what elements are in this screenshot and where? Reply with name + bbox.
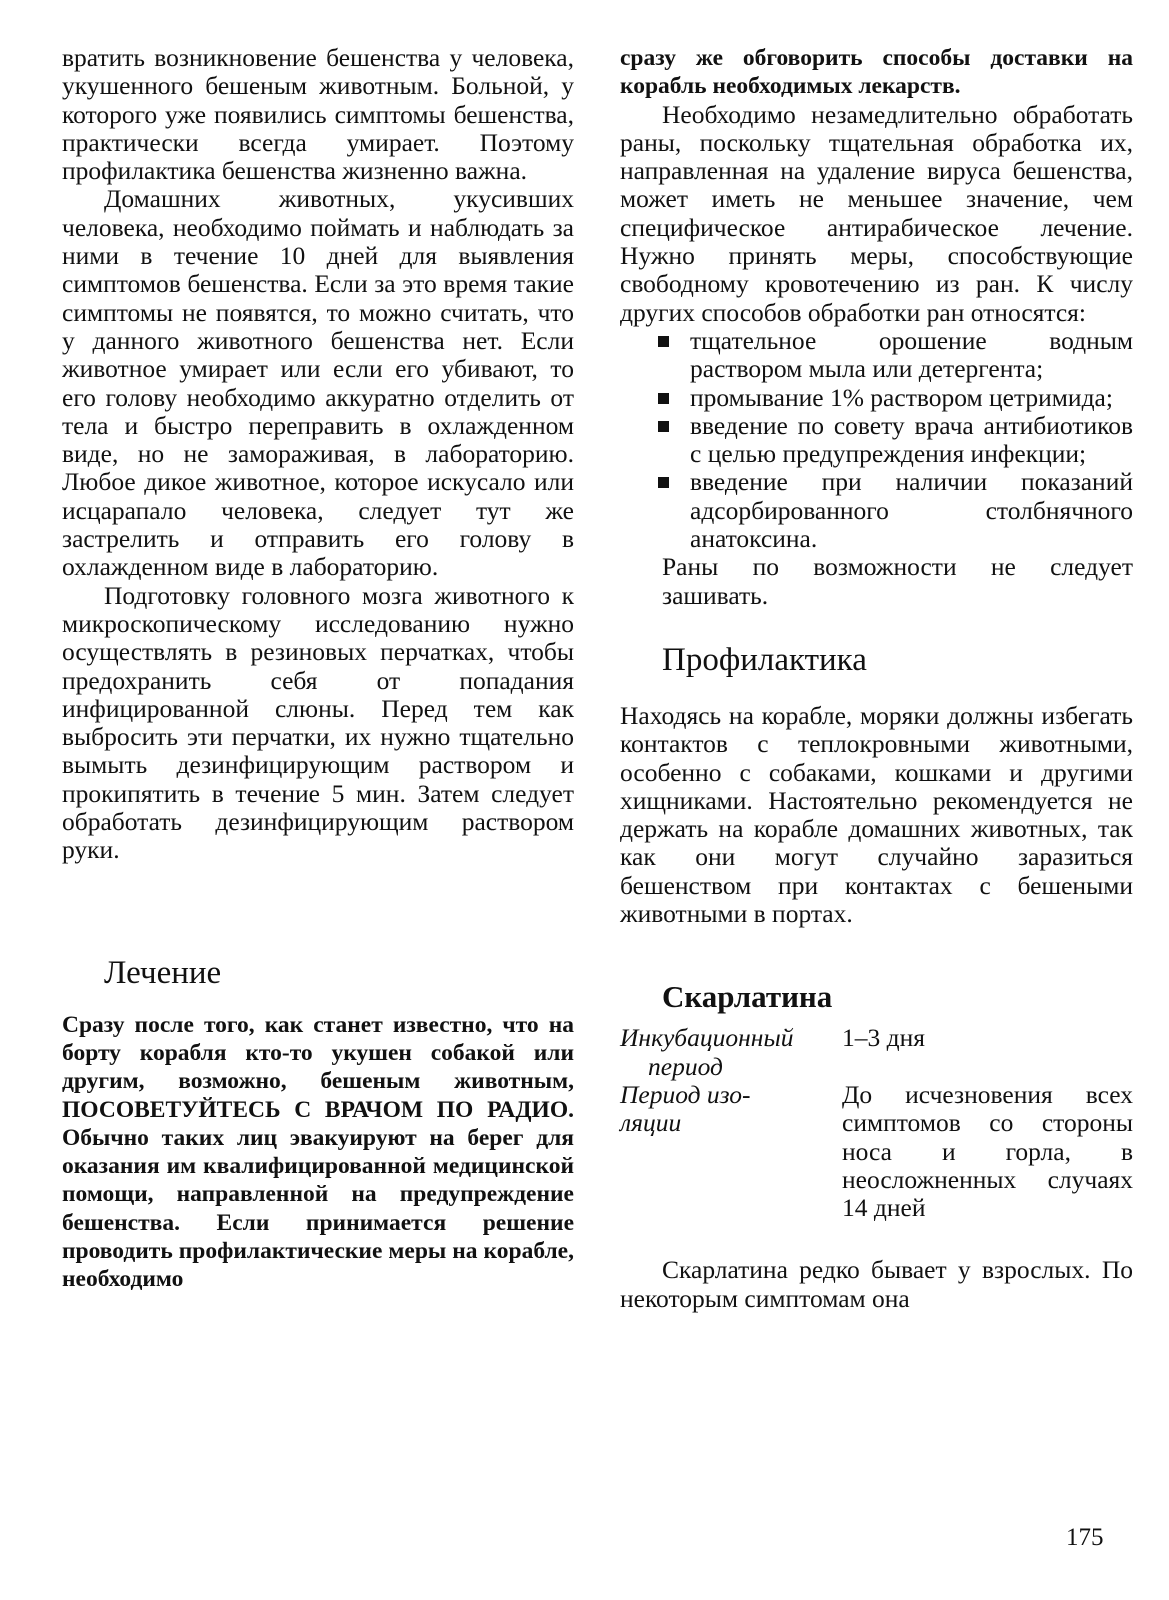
square-bullet-icon (658, 393, 669, 404)
square-bullet-icon (658, 421, 669, 432)
term-text: Период изо- (620, 1079, 751, 1109)
table-row (620, 1024, 1133, 1081)
section-heading-treatment: Лечение (104, 954, 222, 991)
paragraph: Раны по возможности не следует зашивать. (662, 552, 1133, 610)
list-item (690, 384, 1133, 412)
wound-treatment-list (620, 327, 1133, 553)
list-item-text: промывание 1% раствором цетримида; (690, 382, 1113, 412)
term-text: Инкубационный (620, 1023, 794, 1053)
paragraph: Необходимо незамедлительно обработать раны, поскольку тщательная обработка их, направленная на удаление вируса бешенства, может иметь не меньшее значение, чем специфическое антирабическое лечение. Нужно принять меры, способствующие свободному кровотечению из ран. К числу других способов обработки ран относятся: (620, 99, 1133, 327)
square-bullet-icon (658, 336, 669, 347)
table-definition: До исчезновения всех симптомов со стороны носа и горла, в неосложненных случаях 14 дней (842, 1079, 1133, 1223)
section-heading-prevention: Профилактика (662, 641, 867, 678)
term-text-continuation: период (648, 1051, 723, 1081)
paragraph: Находясь на корабле, моряки должны избегать контактов с теплокровными животными, особенно с собаками, кошками и другими хищниками. Настоятельно рекомендуется не держать на корабле домашних животных, так как они могут случайно заразиться бешенством при контактах с бешеными животными в портах. (620, 700, 1133, 929)
paragraph: Домашних животных, укусивших человека, необходимо поймать и наблюдать за ними в течение 10 дней для выявления симптомов бешенства. Если за это время такие симптомы не появятся, то можно считать, что у данного животного бешенства нет. Если животное умирает или если его убивают, то его голову необходимо аккуратно отделить от тела и быстро переправить в охлажденном виде, но не замораживая, в лабораторию. Любое дикое животное, которое искусало или исцарапало человека, следует тут же застрелить и отправить его голову в охлажденном виде в лабораторию. (62, 184, 574, 582)
square-bullet-icon (658, 477, 669, 488)
term-text-continuation: ляции (620, 1108, 682, 1138)
list-item-text: тщательное орошение водным раствором мыла или детергента; (690, 325, 1133, 384)
list-item (690, 412, 1133, 469)
section-heading-scarlet-fever: Скарлатина (662, 979, 833, 1015)
right-column (620, 44, 1133, 1313)
table-term (620, 1024, 842, 1081)
table-definition: 1–3 дня (842, 1023, 925, 1053)
list-item-text: введение при наличии показаний адсорбированного столбнячного анатоксина. (690, 467, 1133, 554)
table-term (620, 1081, 842, 1222)
paragraph: вратить возникновение бешенства у человека, укушенного бешеным животным. Больной, у которого уже появились симптомы бешенства, практически всегда умирает. Поэтому профилактика бешенства жизненно важна. (62, 43, 574, 186)
treatment-warning-continuation: сразу же обговорить способы доставки на корабль необходимых лекарств. (620, 45, 1133, 100)
list-item-text: введение по совету врача антибиотиков с целью предупреждения инфекции; (690, 410, 1133, 469)
paragraph: Подготовку головного мозга животного к микроскопическому исследованию нужно осуществлять в резиновых перчатках, чтобы предохранить себя от попадания инфицированной слюны. Перед тем как выбросить эти перчатки, их нужно тщательно вымыть дезинфицирующим раствором и прокипятить в течение 5 мин. Затем следует обработать дезинфицирующим раствором руки. (62, 580, 574, 865)
left-column (62, 44, 574, 1294)
page-number: 175 (1066, 1524, 1104, 1551)
disease-info-table (620, 1024, 1133, 1222)
treatment-warning-paragraph: Сразу после того, как станет известно, что на борту корабля кто-то укушен собакой или другим, возможно, бешеным животным, ПОСОВЕТУЙТЕСЬ С ВРАЧОМ ПО РАДИО. Обычно таких лиц эвакуируют на берег для оказания им квалифицированной медицинской помощи, направленной на предупреждение бешенства. Если принимается решение проводить профилактические меры на корабле, необходимо (62, 1011, 574, 1293)
list-item (690, 468, 1133, 553)
table-row (620, 1081, 1133, 1222)
list-item (690, 327, 1133, 384)
paragraph: Скарлатина редко бывает у взрослых. По некоторым симптомам она (620, 1255, 1133, 1313)
